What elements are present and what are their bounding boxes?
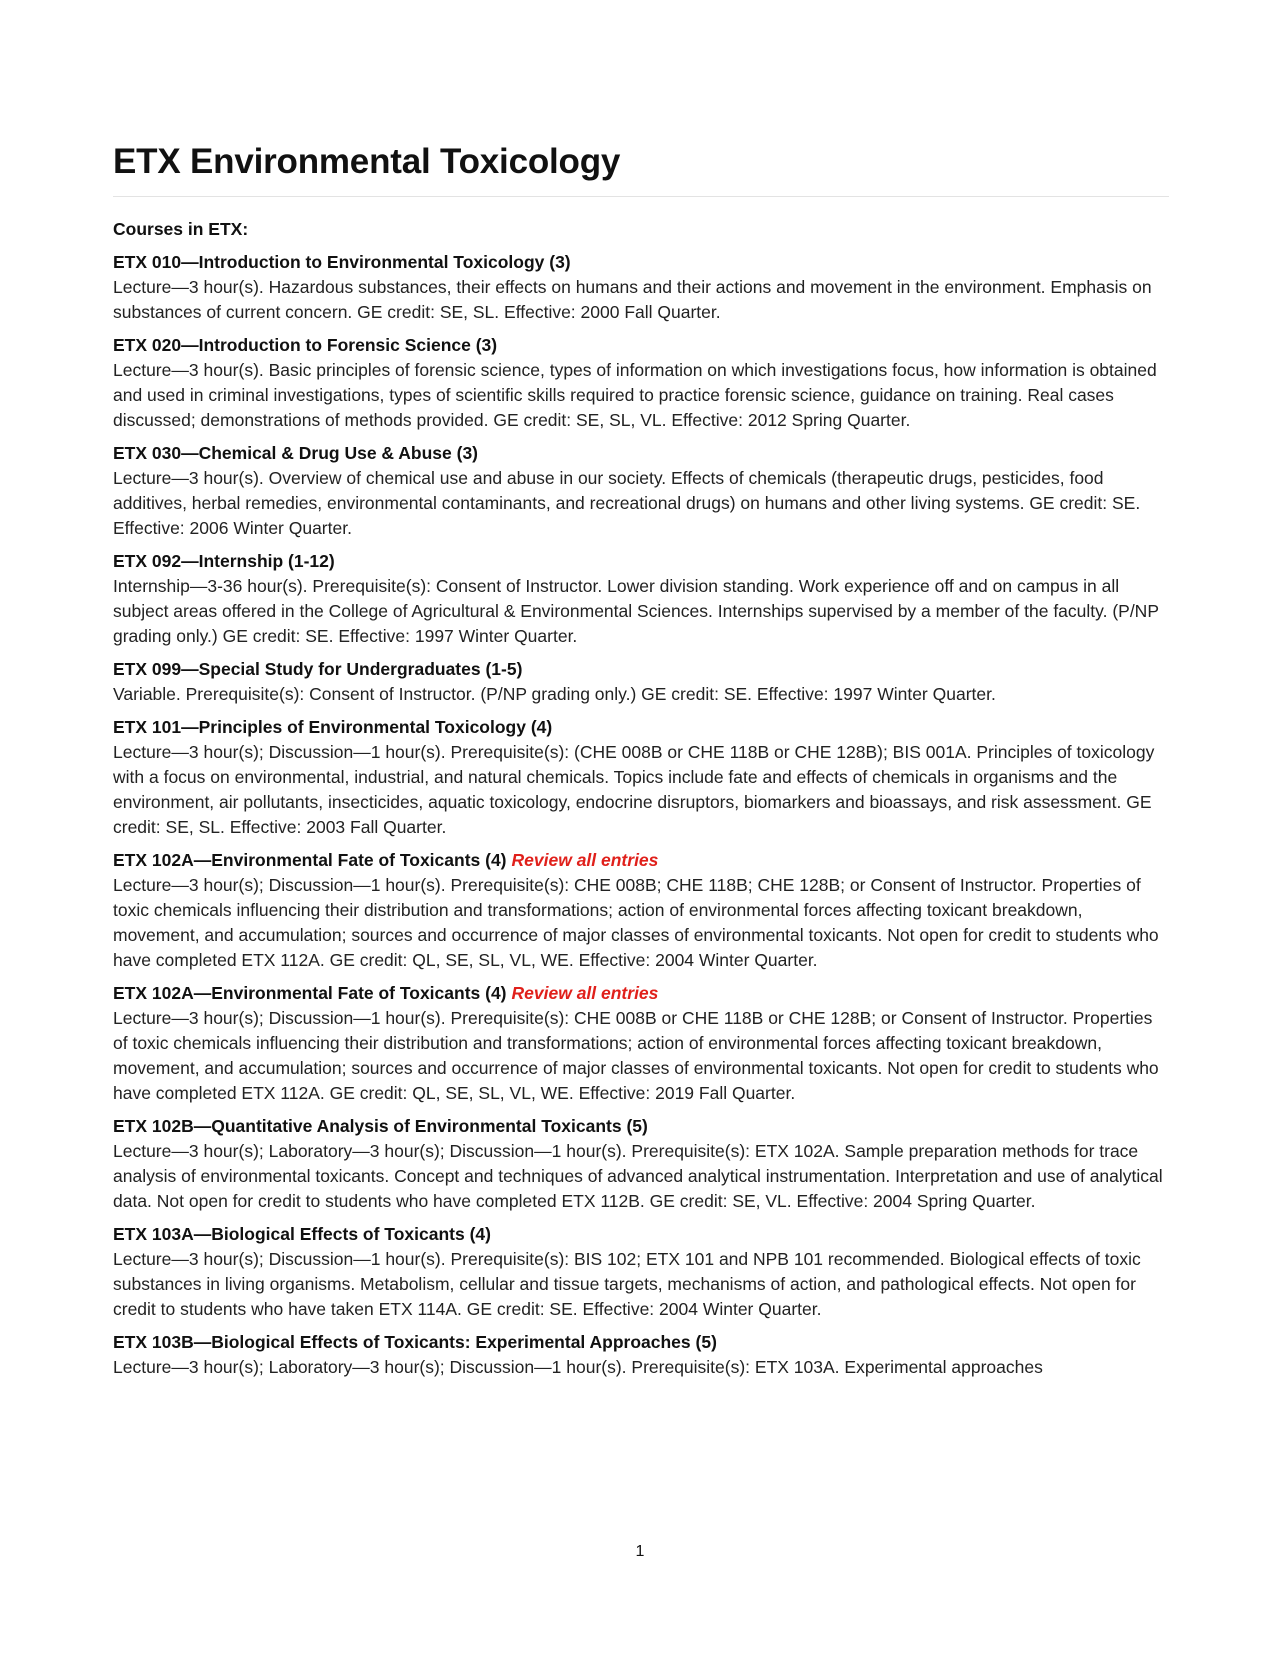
course-heading xyxy=(113,981,1169,1006)
section-heading: Courses in ETX: xyxy=(113,219,249,239)
course-heading xyxy=(113,549,1169,574)
course-heading xyxy=(113,848,1169,873)
page-title: ETX Environmental Toxicology xyxy=(113,142,621,181)
course-heading xyxy=(113,657,1169,682)
course-entry xyxy=(113,441,1169,541)
course-title: ETX 102B—Quantitative Analysis of Environmental Toxicants (5) xyxy=(113,1116,648,1136)
course-entry xyxy=(113,981,1169,1106)
course-list xyxy=(113,250,1169,1380)
course-entry xyxy=(113,549,1169,649)
course-title: ETX 103B—Biological Effects of Toxicants: Experimental Approaches (5) xyxy=(113,1332,717,1352)
course-entry xyxy=(113,1330,1169,1380)
course-title: ETX 101—Principles of Environmental Toxicology (4) xyxy=(113,717,553,737)
title-divider xyxy=(113,196,1169,197)
course-description: Lecture—3 hour(s); Discussion—1 hour(s). Prerequisite(s): CHE 008B; CHE 118B; CHE 128B; or Consent of Instructor. Properties of toxic chemicals influencing their distribution and transformations; action of environmental forces affecting toxicant breakdown, movement, and accumulation; sources and occurrence of major classes of environmental toxicants. Not open for credit to students who have completed ETX 112A. GE credit: QL, SE, SL, VL, WE. Effective: 2004 Winter Quarter. xyxy=(113,875,1159,970)
course-description: Lecture—3 hour(s); Discussion—1 hour(s). Prerequisite(s): (CHE 008B or CHE 118B or CHE 128B); BIS 001A. Principles of toxicology with a focus on environmental, industrial, and natural chemicals. Topics include fate and effects of chemicals in organisms and the environment, air pollutants, insecticides, aquatic toxicology, endocrine disruptors, biomarkers and bioassays, and risk assessment. GE credit: SE, SL. Effective: 2003 Fall Quarter. xyxy=(113,742,1155,837)
course-title: ETX 092—Internship (1-12) xyxy=(113,551,335,571)
course-title: ETX 102A—Environmental Fate of Toxicants (4) xyxy=(113,850,507,870)
course-description: Variable. Prerequisite(s): Consent of Instructor. (P/NP grading only.) GE credit: SE. Effective: 1997 Winter Quarter. xyxy=(113,684,996,704)
course-heading xyxy=(113,1114,1169,1139)
course-heading xyxy=(113,441,1169,466)
course-title: ETX 102A—Environmental Fate of Toxicants (4) xyxy=(113,983,507,1003)
course-entry xyxy=(113,1114,1169,1214)
document-page xyxy=(113,140,1169,1380)
course-title: ETX 020—Introduction to Forensic Science (3) xyxy=(113,335,498,355)
course-title: ETX 030—Chemical & Drug Use & Abuse (3) xyxy=(113,443,479,463)
course-heading xyxy=(113,250,1169,275)
review-all-entries-link[interactable]: Review all entries xyxy=(511,983,659,1003)
course-description: Lecture—3 hour(s); Discussion—1 hour(s). Prerequisite(s): CHE 008B or CHE 118B or CHE 128B; or Consent of Instructor. Properties of toxic chemicals influencing their distribution and transformations; action of environmental forces affecting toxicant breakdown, movement, and accumulation; sources and occurrence of major classes of environmental toxicants. Not open for credit to students who have completed ETX 112A. GE credit: QL, SE, SL, VL, WE. Effective: 2019 Fall Quarter. xyxy=(113,1008,1159,1103)
course-entry xyxy=(113,848,1169,973)
course-entry xyxy=(113,657,1169,707)
course-description: Lecture—3 hour(s); Laboratory—3 hour(s); Discussion—1 hour(s). Prerequisite(s): ETX 102A. Sample preparation methods for trace analysis of environmental toxicants. Concept and techniques of advanced analytical instrumentation. Interpretation and use of analytical data. Not open for credit to students who have completed ETX 112B. GE credit: SE, VL. Effective: 2004 Spring Quarter. xyxy=(113,1141,1163,1211)
course-title: ETX 099—Special Study for Undergraduates (1-5) xyxy=(113,659,523,679)
course-description: Lecture—3 hour(s). Hazardous substances, their effects on humans and their actions and movement in the environment. Emphasis on substances of current concern. GE credit: SE, SL. Effective: 2000 Fall Quarter. xyxy=(113,277,1152,322)
course-description: Lecture—3 hour(s). Basic principles of forensic science, types of information on which investigations focus, how information is obtained and used in criminal investigations, types of scientific skills required to practice forensic science, guidance on training. Real cases discussed; demonstrations of methods provided. GE credit: SE, SL, VL. Effective: 2012 Spring Quarter. xyxy=(113,360,1157,430)
course-description: Internship—3-36 hour(s). Prerequisite(s): Consent of Instructor. Lower division standing. Work experience off and on campus in all subject areas offered in the College of Agricultural & Environmental Sciences. Internships supervised by a member of the faculty. (P/NP grading only.) GE credit: SE. Effective: 1997 Winter Quarter. xyxy=(113,576,1159,646)
course-heading xyxy=(113,715,1169,740)
course-entry xyxy=(113,333,1169,433)
course-description: Lecture—3 hour(s); Laboratory—3 hour(s); Discussion—1 hour(s). Prerequisite(s): ETX 103A. Experimental approaches xyxy=(113,1357,1043,1377)
course-description: Lecture—3 hour(s); Discussion—1 hour(s). Prerequisite(s): BIS 102; ETX 101 and NPB 101 recommended. Biological effects of toxic substances in living organisms. Metabolism, cellular and tissue targets, mechanisms of action, and pathological effects. Not open for credit to students who have taken ETX 114A. GE credit: SE. Effective: 2004 Winter Quarter. xyxy=(113,1249,1141,1319)
course-entry xyxy=(113,250,1169,325)
course-heading xyxy=(113,333,1169,358)
course-title: ETX 103A—Biological Effects of Toxicants (4) xyxy=(113,1224,491,1244)
page-number: 1 xyxy=(635,1543,645,1560)
course-entry xyxy=(113,715,1169,840)
course-description: Lecture—3 hour(s). Overview of chemical use and abuse in our society. Effects of chemicals (therapeutic drugs, pesticides, food additives, herbal remedies, environmental contaminants, and recreational drugs) on humans and other living systems. GE credit: SE. Effective: 2006 Winter Quarter. xyxy=(113,468,1141,538)
course-heading xyxy=(113,1222,1169,1247)
course-title: ETX 010—Introduction to Environmental Toxicology (3) xyxy=(113,252,571,272)
review-all-entries-link[interactable]: Review all entries xyxy=(511,850,659,870)
course-heading xyxy=(113,1330,1169,1355)
course-entry xyxy=(113,1222,1169,1322)
